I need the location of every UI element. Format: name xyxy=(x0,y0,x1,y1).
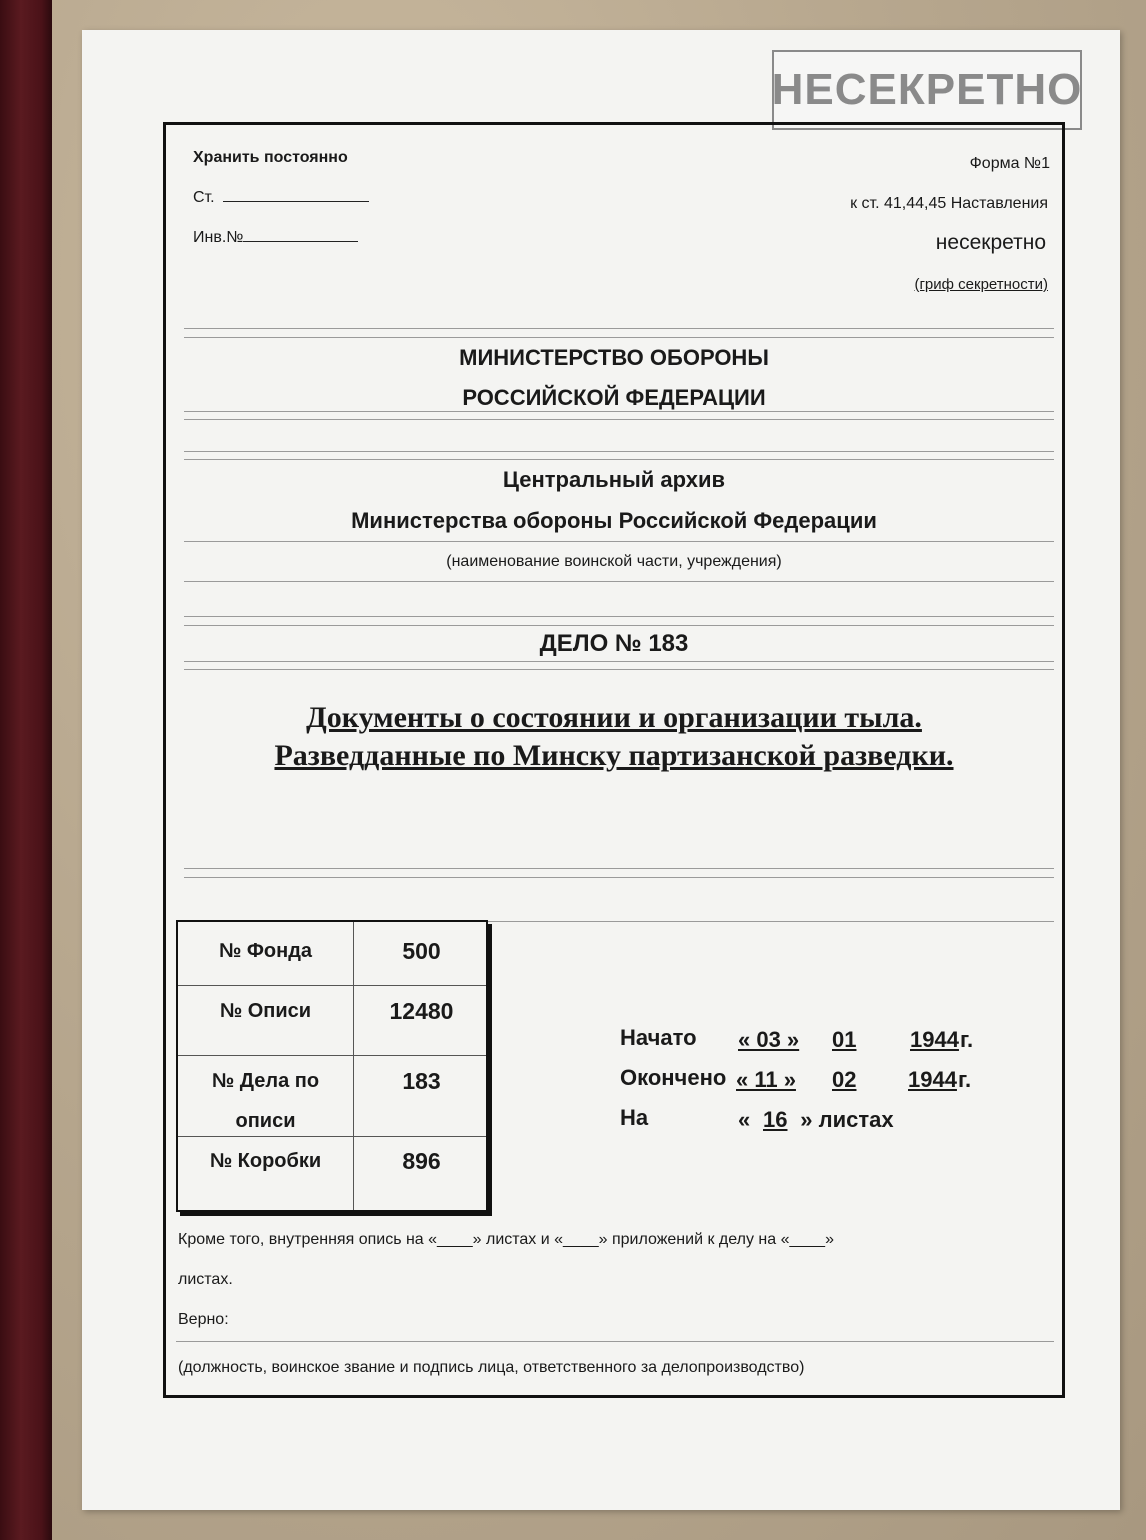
fond-value: 500 xyxy=(402,938,441,964)
delo-label-line-2: описи xyxy=(235,1110,296,1132)
divider xyxy=(176,1341,1054,1342)
end-year-suffix: г. xyxy=(958,1067,972,1092)
classification-text: несекретно xyxy=(935,231,1046,254)
end-label: Окончено xyxy=(620,1065,727,1090)
case-description-line-1: Документы о состоянии и организации тыла. xyxy=(306,701,922,734)
archive-caption: (наименование воинской части, учреждения) xyxy=(446,553,782,570)
divider xyxy=(184,328,1054,329)
divider xyxy=(184,541,1054,542)
sheets-value: 16 xyxy=(763,1107,788,1132)
end-month: 02 xyxy=(832,1067,857,1092)
case-description-line-2: Разведданные по Минску партизанской разведки. xyxy=(274,739,954,772)
table-row-divider xyxy=(178,1055,486,1056)
end-day: « 11 » xyxy=(736,1067,796,1092)
divider xyxy=(184,661,1054,662)
st-label: Ст. xyxy=(193,189,215,206)
start-year: 1944 xyxy=(910,1027,959,1052)
divider xyxy=(184,581,1054,582)
registry-table xyxy=(176,920,488,1212)
form-number: Форма №1 xyxy=(969,155,1050,172)
divider xyxy=(184,669,1054,670)
storage-term: Хранить постоянно xyxy=(193,149,348,166)
form-articles: к ст. 41,44,45 Наставления xyxy=(850,195,1048,212)
classification-caption: (гриф секретности) xyxy=(914,276,1048,293)
inv-label: Инв.№ xyxy=(193,229,244,246)
divider xyxy=(484,921,1054,922)
case-title: ДЕЛО № 183 xyxy=(539,630,689,657)
divider xyxy=(184,625,1054,626)
inventory-note-line-1: Кроме того, внутренняя опись на «____» листах и «____» приложений к делу на «____» xyxy=(178,1231,834,1248)
inv-field xyxy=(193,229,358,247)
fond-label: № Фонда xyxy=(218,940,313,962)
opis-label: № Описи xyxy=(219,1000,312,1022)
end-year: 1944 xyxy=(908,1067,957,1092)
signature-caption: (должность, воинское звание и подпись лица, ответственного за делопроизводство) xyxy=(178,1359,805,1376)
st-field xyxy=(193,189,369,207)
verified-label: Верно: xyxy=(178,1311,229,1328)
box-label: № Коробки xyxy=(209,1150,322,1172)
box-value: 896 xyxy=(402,1148,441,1174)
st-blank xyxy=(223,201,369,202)
inventory-note-line-2: листах. xyxy=(178,1271,233,1288)
archive-line-2: Министерства обороны Российской Федерации xyxy=(351,508,877,533)
divider xyxy=(184,868,1054,869)
folder-binding xyxy=(0,0,52,1540)
divider xyxy=(184,337,1054,338)
divider xyxy=(184,451,1054,452)
divider xyxy=(184,616,1054,617)
start-year-suffix: г. xyxy=(960,1027,974,1052)
ministry-line-1: МИНИСТЕРСТВО ОБОРОНЫ xyxy=(459,345,769,370)
sheets-field xyxy=(738,1107,894,1133)
case-frame xyxy=(163,122,1065,1398)
divider xyxy=(184,459,1054,460)
divider xyxy=(184,411,1054,412)
table-row-divider xyxy=(178,985,486,986)
divider xyxy=(184,877,1054,878)
table-column-divider xyxy=(353,922,354,1210)
sheets-label: На xyxy=(620,1105,649,1130)
delo-value: 183 xyxy=(402,1068,441,1094)
start-month: 01 xyxy=(832,1027,857,1052)
ministry-line-2: РОССИЙСКОЙ ФЕДЕРАЦИИ xyxy=(462,385,766,410)
opis-value: 12480 xyxy=(389,998,454,1024)
start-label: Начато xyxy=(620,1025,697,1050)
start-day: « 03 » xyxy=(738,1027,800,1052)
sheets-open: « xyxy=(738,1107,751,1132)
inv-blank xyxy=(243,241,358,242)
classification-stamp: НЕСЕКРЕТНО xyxy=(772,50,1082,130)
sheets-close: » листах xyxy=(800,1107,894,1132)
divider xyxy=(184,419,1054,420)
archive-line-1: Центральный архив xyxy=(502,467,726,492)
table-row-divider xyxy=(178,1136,486,1137)
delo-label-line-1: № Дела по xyxy=(211,1070,320,1092)
